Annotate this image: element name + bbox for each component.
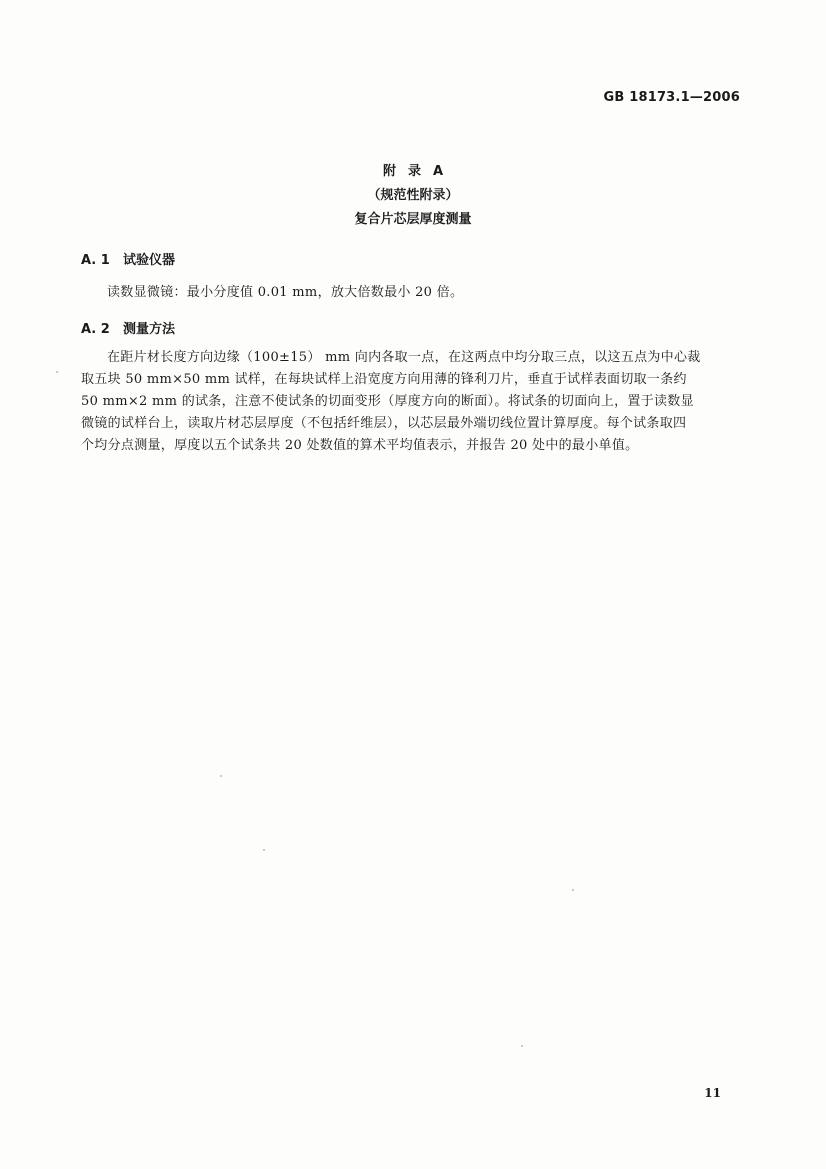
scan-speck <box>220 775 222 777</box>
scan-speck <box>521 1045 523 1047</box>
scan-speck <box>56 371 58 373</box>
appendix-type: （规范性附录） <box>367 188 459 203</box>
paragraph-line: 微镜的试样台上，读取片材芯层厚度（不包括纤维层），以芯层最外端切线位置计算厚度。每个试条取四 <box>81 416 687 431</box>
section-title: 试验仪器 <box>123 253 176 268</box>
page-number: 11 <box>704 1086 721 1100</box>
paragraph-line: 个均分点测量，厚度以五个试条共 20 处数值的算术平均值表示，并报告 20 处中的最小单值。 <box>81 438 639 453</box>
standard-number: GB 18173.1—2006 <box>603 90 740 105</box>
section-number: A. 2 <box>81 322 110 337</box>
paragraph-line: 读数显微镜：最小分度值 0.01 mm，放大倍数最小 20 倍。 <box>107 285 464 300</box>
section-title: 测量方法 <box>123 322 176 337</box>
section-a1-heading <box>81 249 175 268</box>
appendix-title: 复合片芯层厚度测量 <box>354 212 472 227</box>
paragraph-line: 50 mm×2 mm 的试条，注意不使试条的切面变形（厚度方向的断面）。将试条的切面向上，置于读数显 <box>81 394 694 409</box>
appendix-heading <box>0 160 826 232</box>
paragraph-line: 取五块 50 mm×50 mm 试样，在每块试样上沿宽度方向用薄的锋利刀片，垂直于试样表面切取一条约 <box>81 372 687 387</box>
scan-speck <box>263 849 265 851</box>
section-a2-heading <box>81 318 175 337</box>
section-a1-paragraph <box>81 282 744 304</box>
section-number: A. 1 <box>81 253 110 268</box>
section-a2-paragraph <box>81 347 744 457</box>
appendix-label: 附录A <box>382 164 456 179</box>
scan-speck <box>572 889 574 891</box>
paragraph-line: 在距片材长度方向边缘（100±15） mm 向内各取一点，在这两点中均分取三点，以这五点为中心裁 <box>107 350 701 365</box>
